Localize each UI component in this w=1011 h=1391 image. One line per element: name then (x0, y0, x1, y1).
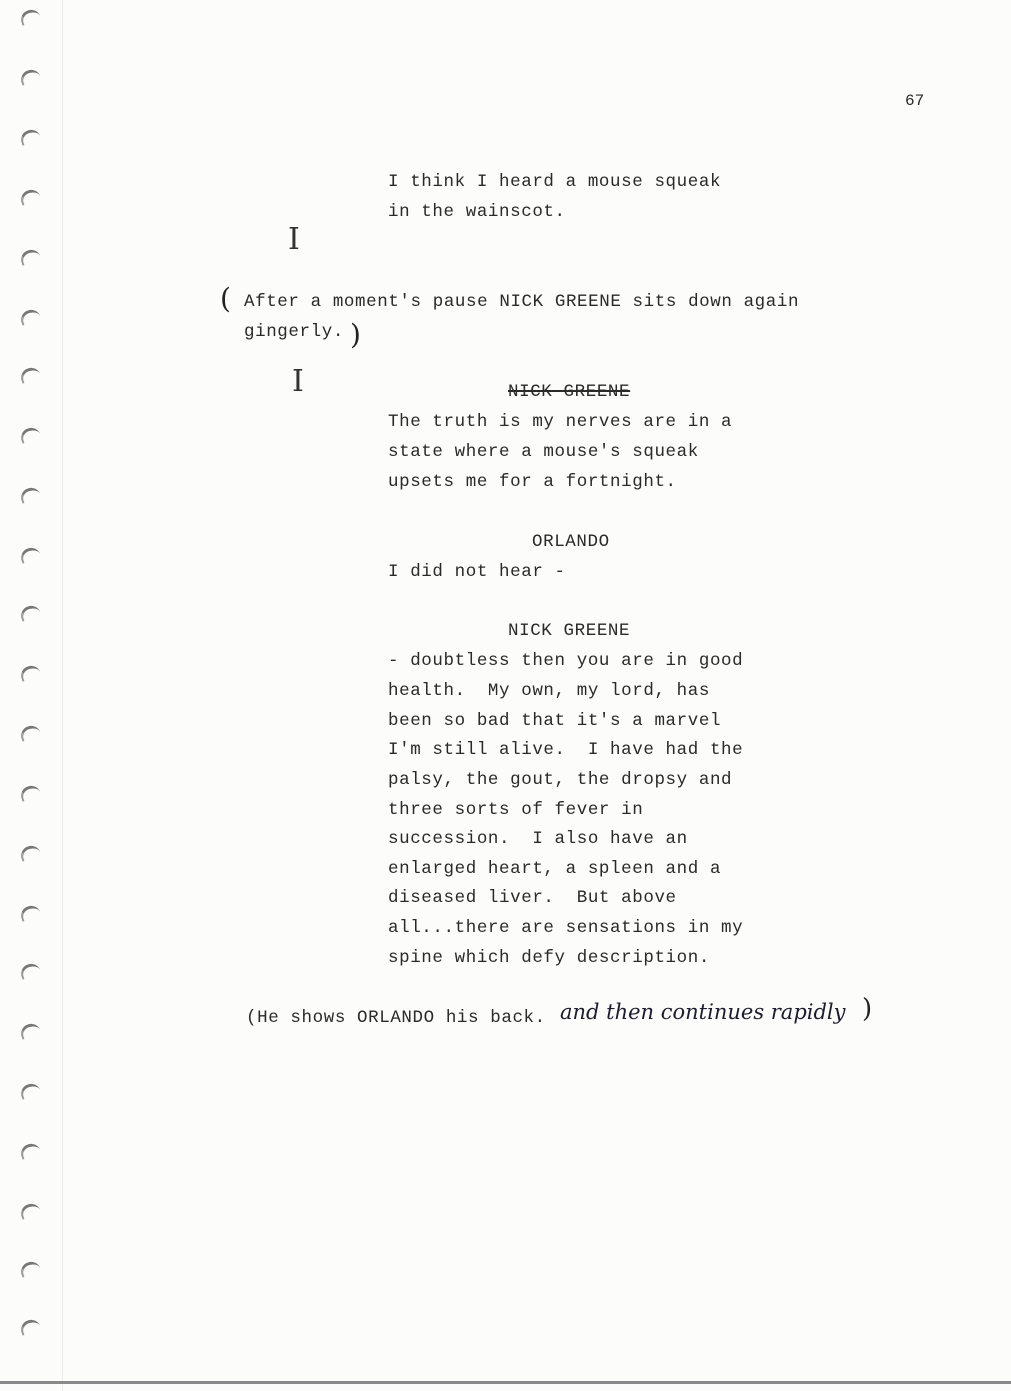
binder-hole (18, 663, 41, 682)
binder-hole (18, 1021, 41, 1040)
page-number: 67 (905, 92, 925, 110)
binder-hole (18, 545, 41, 564)
page-bottom-edge (0, 1381, 1011, 1384)
dialogue-line: spine which defy description. (388, 948, 710, 968)
dialogue-line: I think I heard a mouse squeak (388, 172, 722, 192)
action-line: After a moment's pause NICK GREENE sits down again (244, 292, 800, 312)
dialogue-line: been so bad that it's a marvel (388, 711, 722, 731)
dialogue-line: I did not hear - (388, 562, 566, 582)
binder-hole (18, 1141, 41, 1160)
binder-hole (18, 843, 41, 862)
dialogue-line: enlarged heart, a spleen and a (388, 859, 722, 879)
binder-hole (18, 961, 41, 980)
character-name-struck: NICK GREENE (508, 382, 631, 402)
character-name: ORLANDO (532, 532, 610, 552)
dialogue-line: succession. I also have an (388, 829, 688, 849)
dialogue-line: state where a mouse's squeak (388, 442, 699, 462)
action-line: gingerly. (244, 322, 344, 342)
binder-hole-strip (0, 0, 63, 1391)
binder-hole (18, 307, 41, 326)
binder-hole (18, 1201, 41, 1220)
handwritten-annotation: and then continues rapidly (560, 1000, 846, 1024)
binder-hole (18, 485, 41, 504)
handwritten-insert-mark: I (292, 364, 304, 399)
dialogue-line: The truth is my nerves are in a (388, 412, 733, 432)
handwritten-close-paren: ) (862, 994, 873, 1024)
binder-hole (18, 247, 41, 266)
dialogue-line: - doubtless then you are in good (388, 651, 744, 671)
binder-hole (18, 1081, 41, 1100)
binder-hole (18, 603, 41, 622)
binder-hole (18, 127, 41, 146)
dialogue-line: diseased liver. But above (388, 888, 677, 908)
dialogue-line: palsy, the gout, the dropsy and (388, 770, 733, 790)
handwritten-close-paren: ) (350, 318, 361, 351)
binder-hole (18, 783, 41, 802)
dialogue-line: I'm still alive. I have had the (388, 740, 744, 760)
binder-hole (18, 425, 41, 444)
dialogue-line: all...there are sensations in my (388, 918, 744, 938)
binder-hole (18, 723, 41, 742)
binder-hole (18, 1259, 41, 1278)
binder-hole (18, 903, 41, 922)
dialogue-line: in the wainscot. (388, 202, 566, 222)
binder-hole (18, 67, 41, 86)
dialogue-line: upsets me for a fortnight. (388, 472, 677, 492)
dialogue-line: three sorts of fever in (388, 800, 644, 820)
handwritten-insert-mark: I (288, 222, 300, 257)
handwritten-open-paren: ( (220, 282, 231, 315)
character-name: NICK GREENE (508, 621, 631, 641)
action-line: (He shows ORLANDO his back. (246, 1008, 546, 1028)
dialogue-line: health. My own, my lord, has (388, 681, 710, 701)
binder-hole (18, 365, 41, 384)
binder-hole (18, 187, 41, 206)
binder-hole (18, 1317, 41, 1336)
binder-hole (18, 7, 41, 26)
